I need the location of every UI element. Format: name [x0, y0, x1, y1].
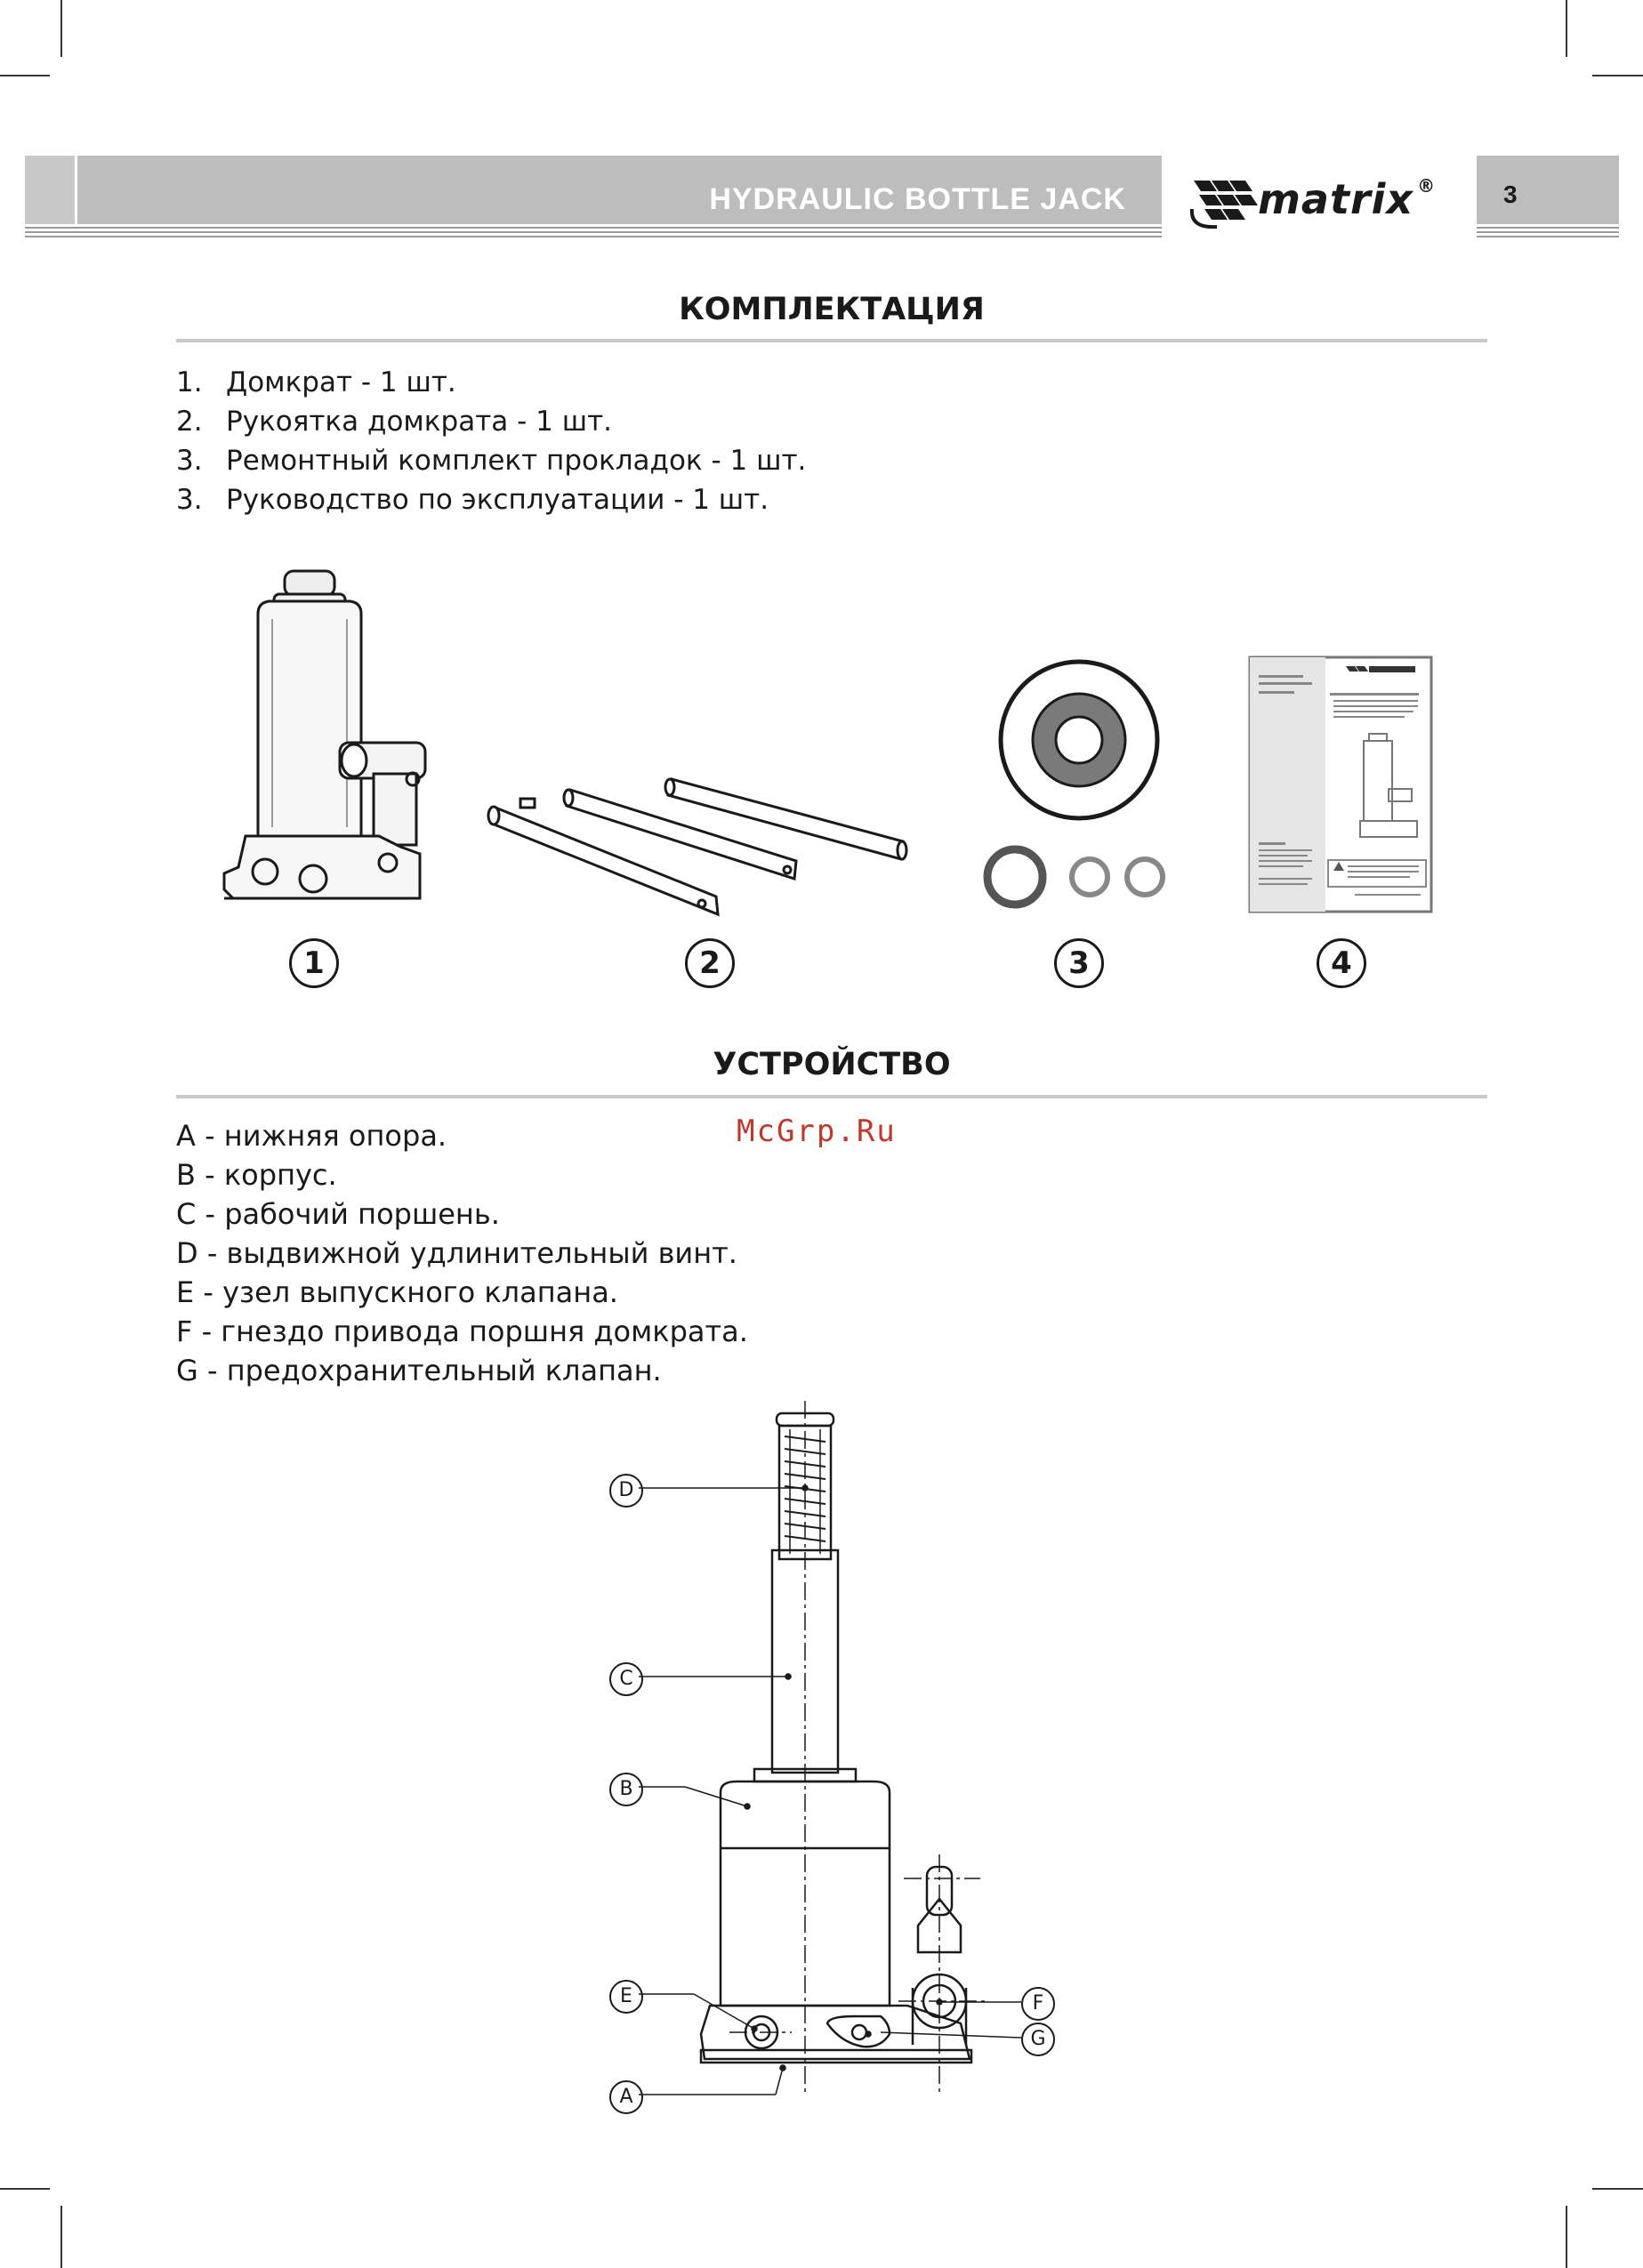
- list-item: E - узел выпускного клапана.: [176, 1275, 618, 1309]
- crop-mark: [1566, 0, 1567, 57]
- device-list: [176, 1116, 748, 1390]
- brand-logo: [1190, 173, 1448, 237]
- callout-f: F: [1021, 1987, 1055, 2021]
- crop-mark: [60, 0, 62, 57]
- crop-mark: [1592, 2188, 1643, 2190]
- jack-schematic: [596, 1401, 1059, 2112]
- section-rule: [176, 1095, 1487, 1098]
- watermark: McGrp.Ru: [737, 1114, 897, 1149]
- figure-label-1: 1: [289, 938, 339, 988]
- seal-kit-illustration: [983, 667, 1179, 898]
- list-item: 3. Руководство по эксплуатации - 1 шт.: [176, 484, 769, 516]
- list-item: 2. Рукоятка домкрата - 1 шт.: [176, 406, 612, 438]
- document-title: HYDRAULIC BOTTLE JACK: [709, 182, 1126, 216]
- callout-g: G: [1021, 2023, 1055, 2056]
- package-list: [176, 363, 806, 519]
- list-item: D - выдвижной удлинительный винт.: [176, 1236, 737, 1270]
- package-title: КОМПЛЕКТАЦИЯ: [679, 292, 985, 327]
- crop-mark: [0, 2188, 50, 2190]
- callout-a: A: [609, 2080, 643, 2114]
- header-pad: [25, 156, 77, 227]
- list-item: C - рабочий поршень.: [176, 1197, 500, 1231]
- list-item: G - предохранительный клапан.: [176, 1354, 662, 1387]
- crop-mark: [0, 75, 50, 76]
- device-title: УСТРОЙСТВО: [713, 1047, 951, 1082]
- page-stripes: [1477, 224, 1619, 240]
- crop-mark: [1566, 2206, 1567, 2268]
- handle-illustration: [485, 772, 947, 950]
- figure-label-4: 4: [1317, 938, 1366, 988]
- callout-e: E: [609, 1980, 643, 2014]
- header-stripes: [25, 224, 1162, 240]
- section-rule: [176, 339, 1487, 342]
- callout-b: B: [609, 1773, 643, 1806]
- page-number-box: [1477, 156, 1619, 227]
- page-number: 3: [1503, 181, 1518, 208]
- crop-mark: [1592, 75, 1643, 76]
- list-item: F - гнездо привода поршня домкрата.: [176, 1315, 748, 1348]
- brand-name: matrix ®: [1258, 175, 1437, 223]
- list-item: A - нижняя опора.: [176, 1119, 447, 1153]
- manual-illustration: [1248, 655, 1435, 913]
- crop-mark: [60, 2206, 62, 2268]
- figure-label-3: 3: [1054, 938, 1104, 988]
- header-bar: [25, 156, 1162, 227]
- list-item: 1. Домкрат - 1 шт.: [176, 366, 456, 398]
- figure-label-2: 2: [685, 938, 735, 988]
- list-item: 3. Ремонтный комплект прокладок - 1 шт.: [176, 445, 807, 477]
- jack-illustration: [213, 560, 436, 916]
- list-item: B - корпус.: [176, 1158, 337, 1192]
- callout-d: D: [609, 1474, 643, 1508]
- callout-c: C: [609, 1662, 643, 1696]
- matrix-logo-icon: [1190, 173, 1261, 236]
